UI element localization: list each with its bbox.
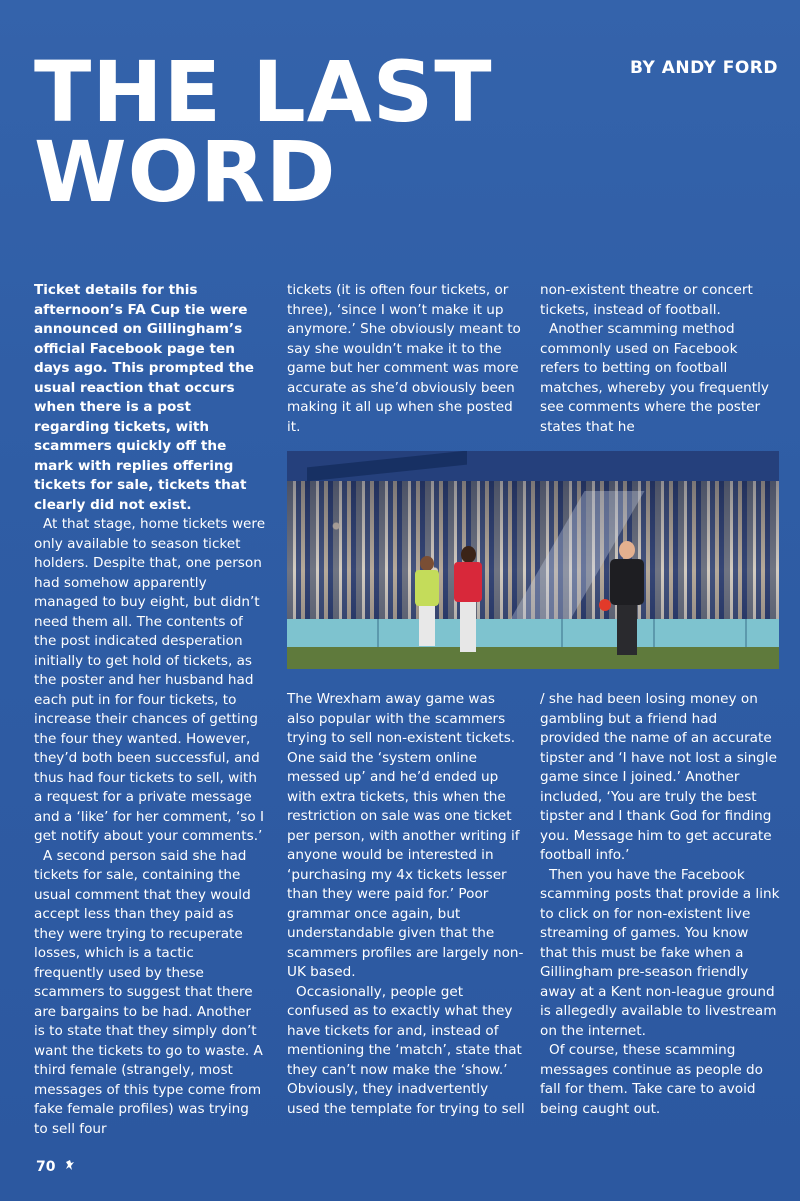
lead-paragraph: Ticket details for this afternoon’s FA Cup tie were announced on Gillingham’s official Facebook page ten days ago. This prompted the usual reaction that occurs when there is a post regarding tickets, with scammers quickly off the mark with replies offering tickets for sale, tickets that clearly did not exist.	[34, 282, 254, 513]
paragraph: Occasionally, people get confused as to exactly what they have tickets for and, instead of mentioning the ‘match’, state that they can’t now make the ‘show.’ Obviously, they inadvertently used the template for trying to sell	[287, 983, 525, 1117]
page-title	[34, 43, 493, 221]
column-3-bottom	[540, 690, 780, 1119]
column-3-top	[540, 281, 780, 437]
byline: BY ANDY FORD	[629, 58, 778, 78]
page-footer	[36, 1159, 75, 1175]
page-number: 70	[36, 1159, 56, 1175]
paragraph: tickets (it is often four tickets, or three), ‘since I won’t make it up anymore.’ She obviously meant to say she wouldn’t make it to the game but her comment was more accurate as she’d obviously been making it all up when she posted it.	[287, 282, 521, 435]
paragraph: / she had been losing money on gambling but a friend had provided the name of an accurate tipster and ‘I have not lost a single game since I joined.’ Another included, ‘You are truly the best tipster and I thank God for finding you. Message him to get accurate football info.’	[540, 691, 777, 863]
paragraph: non-existent theatre or concert tickets, instead of football.	[540, 282, 753, 318]
gull-icon	[65, 1159, 75, 1175]
player-red-kit	[452, 546, 484, 656]
column-2-bottom	[287, 690, 525, 1119]
column-2-top	[287, 281, 525, 437]
paragraph: Then you have the Facebook scamming posts that provide a link to click on for non-existent live streaming of games. You know that this must be fake when a Gillingham pre-season friendly away at a Kent non-league ground is allegedly available to livestream on the internet.	[540, 866, 780, 1039]
pitch	[287, 647, 779, 669]
paragraph: At that stage, home tickets were only available to season ticket holders. Despite that, one person had somehow apparently managed to buy eight, but didn’t need them all. The contents of the post indicated desperation initially to get hold of tickets, as the poster and her husband had each put in for four tickets, to increase their chances of getting the four they wanted. However, they’d both been successful, and thus had four tickets to sell, with a request for a private message and a ‘like’ for her comment, ‘so I get notify about your comments.’	[34, 516, 266, 844]
column-1	[34, 281, 266, 1139]
paragraph: The Wrexham away game was also popular with the scammers trying to sell non-existent tickets. One said the ‘system online messed up’ and he’d ended up with extra tickets, this when the restriction on sale was one ticket per person, with another writing if anyone would be interested in ‘purchasing my 4x tickets lesser than they were paid for.’ Poor grammar once again, but understandable given that the scammers profiles are largely non-UK based.	[287, 691, 524, 980]
paragraph: A second person said she had tickets for sale, containing the usual comment that they would accept less than they paid as they were trying to recuperate losses, which is a tactic frequently used by these scammers to suggest that there are bargains to be had. Another is to state that they simply don’t want the tickets to go to waste. A third female (strangely, most messages of this type come from fake female profiles) was trying to sell four	[34, 847, 263, 1137]
paragraph: Of course, these scamming messages continue as people do fall for them. Take care to avoid being caught out.	[540, 1042, 764, 1117]
player-bib	[413, 556, 439, 646]
stadium-photo	[287, 451, 779, 669]
paragraph: Another scamming method commonly used on Facebook refers to betting on football matches, whereby you frequently see comments where the poster states that he	[540, 321, 769, 435]
coach-figure	[607, 541, 647, 661]
title-line-2: WORD	[34, 123, 337, 221]
title-line-1: THE LAST	[34, 43, 493, 141]
